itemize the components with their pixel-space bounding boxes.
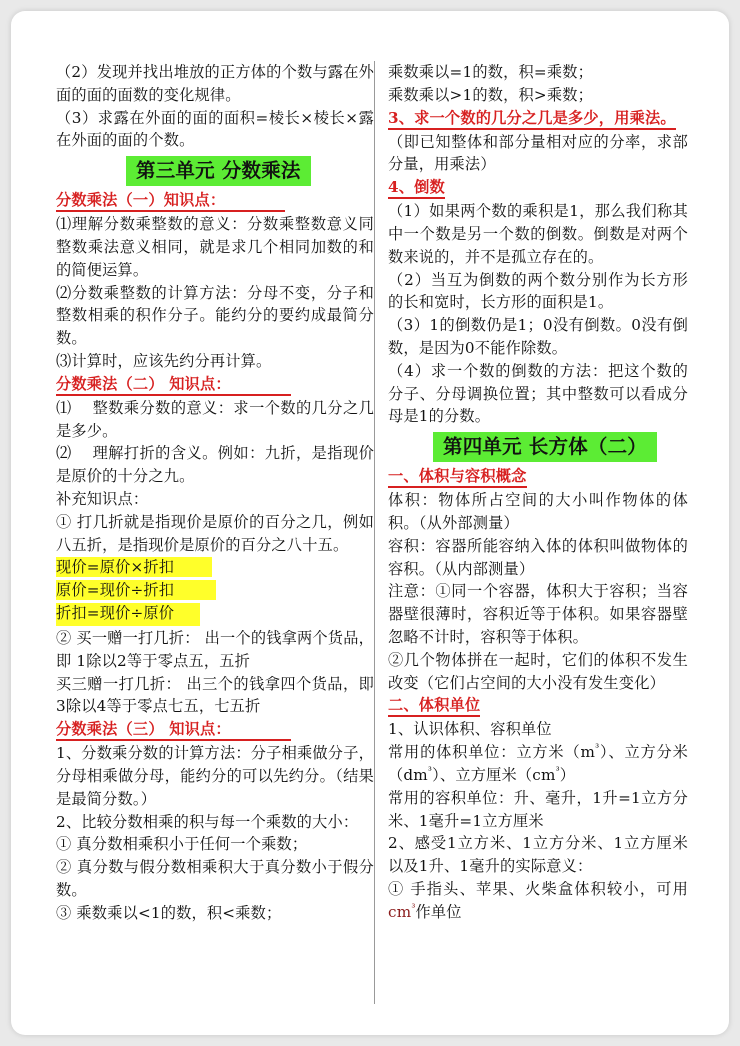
paragraph: ③ 乘数乘以<1的数，积<乘数； <box>56 903 282 922</box>
note-text: （即已知整体和部分量相对应的分率，求部分量，用乘法） <box>388 132 688 174</box>
section-heading: 二、体积单位 <box>388 695 480 717</box>
section-heading: 分数乘法（三） 知识点： <box>56 719 291 741</box>
paragraph: ② 真分数与假分数相乘积大于真分数小于假分数。 <box>56 858 374 899</box>
paragraph: ① 打几折就是指现价是原价的百分之几，例如八五折，是指现价是原价的百分之八十五。 <box>56 512 374 554</box>
formula-highlight: 原价=现价÷折扣 <box>56 580 216 600</box>
section-heading: 一、体积与容积概念 <box>388 466 527 488</box>
paragraph <box>388 107 688 177</box>
text-run: ）、立方分米（dm <box>388 743 688 784</box>
text-run: ① 手指头、苹果、火柴盒体积较小，可用 <box>388 879 688 898</box>
paragraph: 补充知识点： <box>56 489 149 508</box>
paragraph: （4）求一个数的倒数的方法：把这个数的分子、分母调换位置；其中整数可以看成分母是1的分数。 <box>388 361 688 426</box>
column-divider <box>374 61 375 1004</box>
section-heading: 3、求一个数的几分之几是多少，用乘法。 <box>388 108 676 130</box>
unit3-title: 第三单元 分数乘法 <box>126 156 311 186</box>
right-column <box>388 61 688 924</box>
text-run: ）、立方厘米（cm <box>432 765 556 784</box>
text-run: 作单位 <box>415 902 462 921</box>
paragraph: ②几个物体拼在一起时，它们的体积不发生改变（它们占空间的大小没有发生变化） <box>388 650 688 692</box>
paragraph: 2、感受1立方米、1立方分米、1立方厘米以及1升、1毫升的实际意义： <box>388 834 688 876</box>
unit-text: cm <box>388 902 412 921</box>
paragraph: ⑵分数乘整数的计算方法：分母不变，分子和整数相乘的积作分子。能约分的要约成最简分数。 <box>56 283 374 348</box>
paragraph: ① 真分数相乘积小于任何一个乘数； <box>56 835 308 854</box>
paragraph: （3）1的倒数仍是1；0没有倒数。0没有倒数，是因为0不能作除数。 <box>388 316 688 357</box>
paragraph: （1）如果两个数的乘积是1，那么我们称其中一个数是另一个数的倒数。倒数是对两个数来说的，并不是孤立存在的。 <box>388 202 688 266</box>
left-column <box>56 61 374 925</box>
paragraph: ⑴ 整数乘分数的意义：求一个数的几分之几是多少。 <box>56 398 374 440</box>
paragraph: 1、分数乘分数的计算方法：分子相乘做分子，分母相乘做分母，能约分的可以先约分。（结果是最简分数。） <box>56 744 374 808</box>
paragraph: ② 买一赠一打几折： 出一个的钱拿两个货品，即 1除以2等于零点五，五折 <box>56 628 374 670</box>
paragraph: （3）求露在外面的面的面积=棱长×棱长×露在外面的面的个数。 <box>56 108 374 150</box>
paragraph: 体积：物体所占空间的大小叫作物体的体积。（从外部测量） <box>388 491 688 532</box>
paragraph: 乘数乘以=1的数，积=乘数； <box>388 63 593 81</box>
formula-highlight: 现价=原价×折扣 <box>56 557 212 577</box>
paragraph: ⑴理解分数乘整数的意义：分数乘整数意义同整数乘法意义相同，就是求几个相同加数的和的简便运算。 <box>56 215 374 279</box>
text-run: 常用的体积单位：立方米（m <box>388 743 596 762</box>
paragraph: 注意：①同一个容器，体积大于容积；当容器壁很薄时，容积近等于体积。如果容器壁忽略不计时，容积等于体积。 <box>388 582 688 646</box>
document-page <box>11 11 729 1035</box>
superscript: ³ <box>595 743 600 755</box>
paragraph: 买三赠一打几折： 出三个的钱拿四个货品，即 3除以4等于零点七五，七五折 <box>56 674 374 716</box>
section-heading: 分数乘法（一）知识点： <box>56 190 285 212</box>
formula-highlight: 折扣=现价÷原价 <box>56 603 200 626</box>
paragraph: 2、比较分数相乘的积与每一个乘数的大小： <box>56 812 359 831</box>
paragraph: （2）当互为倒数的两个数分别作为长方形的长和宽时，长方形的面积是1。 <box>388 270 688 312</box>
paragraph: 常用的容积单位：升、毫升，1升=1立方分米、1毫升=1立方厘米 <box>388 788 688 830</box>
paragraph: 1、认识体积、容积单位 <box>388 720 552 739</box>
text-run: ） <box>559 765 576 784</box>
paragraph: ⑶计算时，应该先约分再计算。 <box>56 351 272 370</box>
paragraph: （2）发现并找出堆放的正方体的个数与露在外面的面的面数的变化规律。 <box>56 63 374 104</box>
section-heading: 分数乘法（二） 知识点： <box>56 374 291 396</box>
superscript: ³ <box>411 902 416 914</box>
paragraph: 乘数乘以>1的数，积>乘数； <box>388 85 593 104</box>
section-heading: 4、倒数 <box>388 177 445 199</box>
paragraph: 容积：容器所能容纳入体的体积叫做物体的容积。（从内部测量） <box>388 536 688 578</box>
paragraph: ⑵ 理解打折的含义。例如：九折，是指现价是原价的十分之九。 <box>56 444 374 486</box>
superscript: ³ <box>555 765 560 777</box>
superscript: ³ <box>427 765 433 777</box>
paragraph <box>388 741 688 787</box>
unit4-title: 第四单元 长方体（二） <box>433 432 657 462</box>
paragraph <box>388 878 688 924</box>
